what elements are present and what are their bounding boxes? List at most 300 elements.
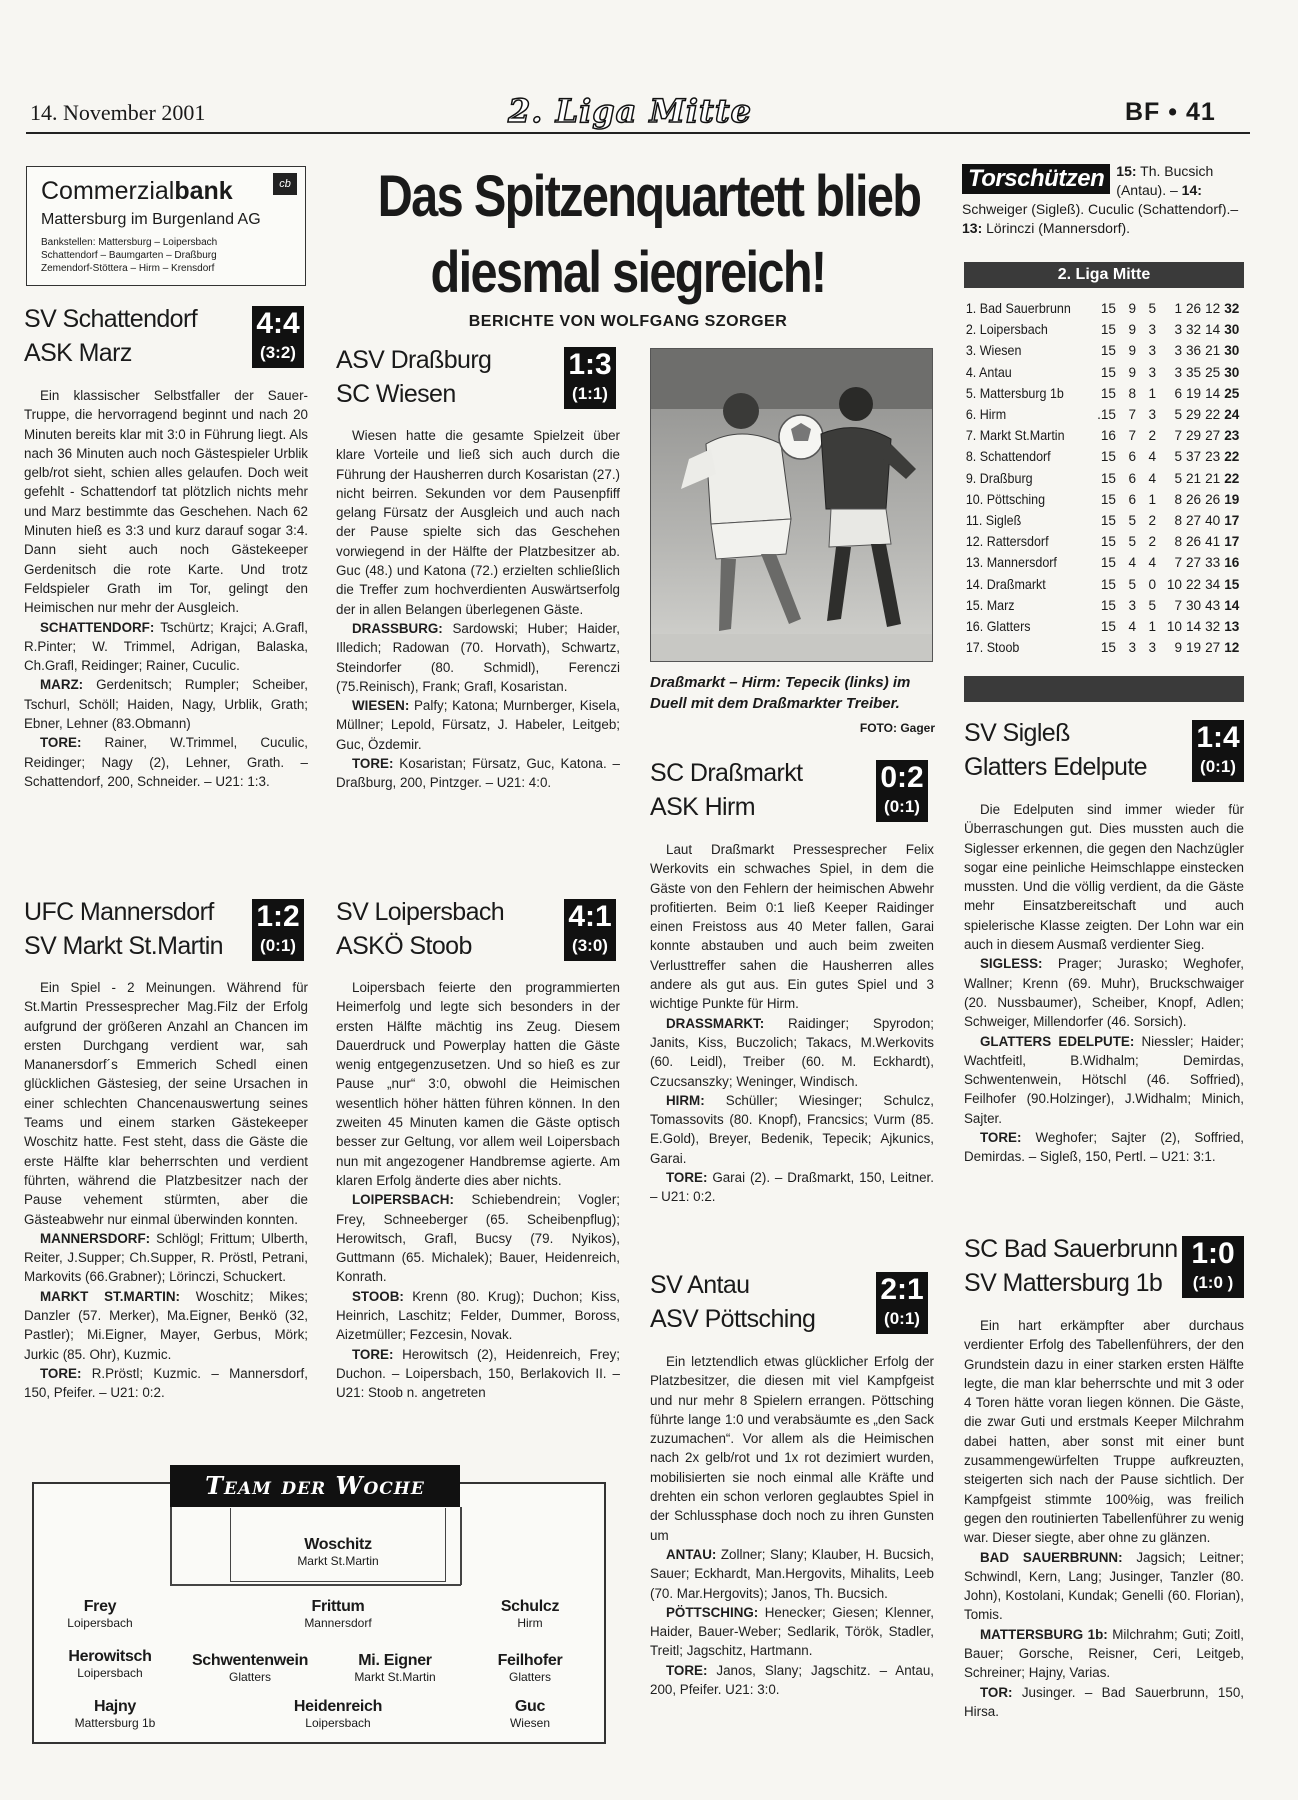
stat-cell: 5	[1128, 534, 1136, 550]
lineup-label: TORE:	[666, 1170, 708, 1186]
match7-score: 1:4	[1196, 721, 1240, 754]
stat-cell: 14	[1205, 385, 1221, 401]
match6-home: SV Antau	[650, 1271, 750, 1299]
standings-row	[964, 319, 1241, 340]
pitch-line-right	[460, 1507, 462, 1585]
lineup-label: TORE:	[352, 756, 394, 772]
stat-cell: 16	[1100, 428, 1116, 444]
team-name-cell: 14. Draßmarkt	[965, 576, 1046, 592]
match5-halftime: (0:1)	[884, 797, 920, 816]
match8-lineup-away	[964, 1625, 1244, 1683]
match7-text: Die Edelputen sind immer wieder für Überraschungen gut. Dies mussten auch die Siglesser erkennen, die gegen den Nachzügler sogar eine peinliche Heimschlappe einstecken mussten. Und die völlig verdient, da die Gäste mehr Einsatzbereitschaft und auch spielerische Klasse zeigten. Der Lohn war ein auch in diesem Ausmaß verdienter Sieg.	[964, 802, 1244, 953]
stat-cell: 5	[1174, 449, 1182, 465]
page-date: 14. November 2001	[30, 100, 206, 125]
points-cell: 30	[1224, 364, 1240, 380]
standings-row	[964, 383, 1241, 404]
lineup-text: Zollner; Slany; Klauber, H. Bucsich, Sauer; Eckhardt, Man.Hergovits, Mihalits, Leeb (70. Mar.Hergovits); Janos, Th. Bucsich.	[650, 1546, 934, 1601]
standings-row	[964, 531, 1241, 552]
stat-cell: 1	[1148, 385, 1156, 401]
stat-cell: 1	[1148, 491, 1156, 507]
standings-row	[964, 468, 1241, 489]
stat-cell: 21	[1205, 470, 1221, 486]
player-name: Schwentenwein	[191, 1652, 309, 1669]
lineup-text: Sardowski; Huber; Haider, Illedich; Radowan (70. Horvath), Schwartz, Steindorfer (80. Schmidl), Ferenczi (75.Reinisch), Frank; Grafl, Kosaristan.	[336, 620, 620, 694]
stat-cell: 36	[1186, 343, 1202, 359]
bank-branch-1: Bankstellen: Mattersburg – Loipersbach	[41, 237, 218, 248]
stat-cell: 9	[1128, 322, 1136, 338]
stat-cell: 9	[1128, 364, 1136, 380]
stat-cell: 19	[1186, 385, 1202, 401]
team-name-cell: 13. Mannersdorf	[965, 555, 1057, 571]
match4-report	[336, 978, 620, 1403]
team-name-cell: 10. Pöttsching	[965, 491, 1046, 507]
scorers-label: Torschützen	[962, 164, 1110, 194]
stat-cell: 15	[1100, 640, 1116, 656]
stat-cell: 19	[1186, 640, 1202, 656]
lineup-label: MATTERSBURG 1b:	[980, 1626, 1108, 1642]
bank-ad	[26, 166, 306, 286]
match6-halftime: (0:1)	[884, 1309, 920, 1328]
standings-row	[964, 362, 1241, 383]
stat-cell: 10	[1166, 576, 1182, 592]
stat-cell: 9	[1174, 640, 1182, 656]
player-mid-2	[175, 1652, 325, 1684]
scorers-rank-14: 14:	[1181, 182, 1202, 198]
match2-home: UFC Mannersdorf	[24, 898, 214, 926]
match7-score-box	[1192, 720, 1244, 782]
match5-goals	[650, 1168, 934, 1207]
lineup-label: GLATTERS EDELPUTE:	[980, 1033, 1135, 1049]
lineup-label: TORE:	[352, 1346, 394, 1362]
stat-cell: 6	[1174, 385, 1182, 401]
player-goalkeeper	[240, 1536, 436, 1568]
match4-lineup-away	[336, 1287, 620, 1345]
points-cell: 16	[1224, 555, 1240, 571]
stat-cell: 5	[1128, 576, 1136, 592]
player-club: Loipersbach	[67, 1616, 133, 1630]
match6-away: ASV Pöttsching	[650, 1305, 816, 1333]
bank-name-part-1: Commerzial	[41, 177, 175, 205]
bank-branch-2: Schattendorf – Baumgarten – Draßburg	[41, 250, 217, 261]
stat-cell: 34	[1205, 576, 1221, 592]
lineup-label: MANNERSDORF:	[40, 1230, 151, 1246]
match3-score-box	[564, 347, 616, 409]
bank-name	[41, 177, 233, 206]
bank-branch-3: Zemendorf-Stöttera – Hirm – Krensdorf	[41, 263, 215, 274]
stat-cell: 4	[1148, 555, 1156, 571]
points-cell: 17	[1224, 534, 1240, 550]
points-cell: 30	[1224, 322, 1240, 338]
player-club: Wiesen	[509, 1716, 550, 1730]
stat-cell: 3	[1128, 640, 1136, 656]
player-club: Hirm	[517, 1616, 543, 1630]
lineup-text: Janos, Slany; Jagschitz. – Antau, 200, Pfeifer. U21: 3:0.	[650, 1662, 934, 1698]
lineup-text: Jagsich; Leitner; Schwindl, Kern, Lang; Jusinger, Tanzler (80. John), Kostolani, Kundak; Genelli (60. Florian), Tomis.	[964, 1549, 1244, 1623]
match6-report	[650, 1352, 934, 1699]
stat-cell: 2	[1148, 428, 1156, 444]
stat-cell: .15	[1097, 407, 1116, 423]
match4-goals	[336, 1345, 620, 1403]
points-cell: 13	[1224, 618, 1240, 634]
points-cell: 32	[1224, 301, 1240, 317]
points-cell: 15	[1224, 576, 1240, 592]
stat-cell: 2	[1148, 534, 1156, 550]
match7-goals	[964, 1128, 1244, 1167]
lineup-text: Schlögl; Frittum; Ulberth, Reiter, J.Supper; Ch.Supper, R. Pröstl, Petrani, Markovits (66.Grabner); Lörinczi, Schuckert.	[24, 1230, 308, 1285]
player-club: Markt St.Martin	[354, 1670, 436, 1684]
match7-away: Glatters Edelpute	[964, 753, 1147, 781]
match6-score: 2:1	[880, 1273, 924, 1306]
points-cell: 12	[1224, 640, 1240, 656]
stat-cell: 14	[1186, 618, 1202, 634]
player-fwd-3	[470, 1698, 590, 1730]
stat-cell: 5	[1128, 512, 1136, 528]
team-name-cell: 7. Markt St.Martin	[965, 428, 1065, 444]
match5-score-box	[876, 760, 928, 822]
lineup-text: Garai (2). – Draßmarkt, 150, Leitner. – U21: 0:2.	[650, 1170, 934, 1205]
stat-cell: 43	[1205, 597, 1221, 613]
lineup-label: MARZ:	[40, 677, 84, 693]
team-name-cell: 9. Draßburg	[965, 470, 1033, 486]
stat-cell: 15	[1100, 301, 1116, 317]
match4-halftime: (3:0)	[572, 936, 608, 955]
match2-score: 1:2	[256, 900, 300, 933]
lineup-text: Weghofer; Sajter (2), Soffried, Demirdas. – Sigleß, 150, Pertl. – U21: 3:1.	[964, 1130, 1244, 1165]
stat-cell: 26	[1186, 534, 1202, 550]
points-cell: 22	[1224, 449, 1240, 465]
lineup-text: Gerdenitsch; Rumpler; Scheiber, Tschurl, Schöll; Haiden, Nagy, Urblik, Grath; Ebner, Lehner (83.Obmann)	[24, 677, 308, 732]
stat-cell: 15	[1100, 597, 1116, 613]
match8-lineup-home	[964, 1548, 1244, 1625]
bank-logo-icon: cb	[273, 173, 297, 195]
player-mid-4	[470, 1652, 590, 1684]
match8-report	[964, 1316, 1244, 1721]
player-def-left	[40, 1598, 160, 1630]
points-cell: 25	[1224, 385, 1240, 401]
lineup-label: STOOB:	[352, 1288, 404, 1304]
team-name-cell: 2. Loipersbach	[965, 322, 1048, 338]
player-name: Frittum	[311, 1598, 365, 1615]
stat-cell: 3	[1174, 343, 1182, 359]
headline-line-2: diesmal siegreich!	[430, 240, 826, 305]
section-title: 2. Liga Mitte	[508, 92, 752, 130]
points-cell: 14	[1224, 597, 1240, 613]
match2-report	[24, 978, 308, 1403]
match4-score-box	[564, 899, 616, 961]
stat-cell: 9	[1128, 343, 1136, 359]
match7-home: SV Siglеß	[964, 719, 1070, 747]
match7-lineup-home	[964, 954, 1244, 1031]
lineup-text: Jusinger. – Bad Sauerbrunn, 150, Hirsa.	[964, 1684, 1244, 1719]
match1-halftime: (3:2)	[260, 343, 296, 362]
team-name-cell: 4. Antau	[965, 364, 1012, 380]
standings-header: 2. Liga Mitte	[964, 262, 1244, 288]
match8-away: SV Mattersburg 1b	[964, 1269, 1163, 1297]
stat-cell: 15	[1100, 576, 1116, 592]
match1-lineup-away	[24, 675, 308, 733]
match1-score: 4:4	[256, 307, 300, 340]
points-cell: 24	[1224, 407, 1240, 423]
match2-goals	[24, 1364, 308, 1403]
lineup-text: Krenn (80. Krug); Duchon; Kiss, Heinrich, Laschitz; Felder, Dummer, Boross, Aizetmüller; Fezcesin, Novak.	[336, 1288, 620, 1343]
bank-name-part-2: bank	[174, 177, 233, 205]
player-club: Loipersbach	[77, 1666, 143, 1680]
lineup-label: HIRM:	[666, 1092, 705, 1108]
lineup-text: Niessler; Haider; Wachtfeitl, B.Widhalm; Demirdas, Schwentenwein, Hötschl (46. Soffried), Feilhofer (90.Holzinger), J.Widhalm; Minich, Sajter.	[964, 1033, 1244, 1126]
player-club: Glatters	[228, 1670, 271, 1684]
match5-text: Laut Draßmarkt Pressesprecher Felix Werkovits ein schwaches Spiel, in dem die Gäste von den Fehlern der heimischen Abwehr profitierten. Beim 0:1 ließ Keeper Raidinger einen Freistoss aus 40 Meter fallen, Garai konnte abstauben und auch beim zweiten Verlusttreffer sahen die Hausherren alles andere als gut aus. Ein gutes Spiel und 3 wichtige Punkte für Hirm.	[650, 842, 934, 1012]
lineup-label: BAD SAUERBRUNN:	[980, 1549, 1123, 1565]
stat-cell: 6	[1128, 491, 1136, 507]
match1-lineup-home	[24, 618, 308, 676]
photo-caption	[650, 672, 935, 739]
stat-cell: 27	[1186, 555, 1202, 571]
stat-cell: 1	[1148, 618, 1156, 634]
stat-cell: 9	[1128, 301, 1136, 317]
match6-goals	[650, 1661, 934, 1700]
match8-text: Ein hart erkämpfter aber durchaus verdienter Erfolg des Tabellenführers, der den Grundstein dazu in einer starken ersten Hälfte legte, die man klar beherrschte und mit 3 oder 4 Toren hätte voran liegen können. Die Gäste, die zwar Guti und erstmals Keeper Milchrahm dabei hatten, aber sonst mit einer bunt zusammengewürfelten Truppe aufkreuzten, steigerten sich nach der Pause sichtlich. Der Kampfgeist stimmte 100%ig, was freilich gegen den routinierten Tabellenführer zu wenig war. Dieser siegte, aber ohne zu glänzen.	[964, 1318, 1244, 1546]
lineup-text: Henecker; Giesen; Klenner, Haider, Bauer-Weber; Sedlarik, Török, Stadler, Treitl; Jagschitz, Hartmann.	[650, 1604, 934, 1659]
match3-report	[336, 426, 620, 793]
lineup-text: Kosaristan; Fürsatz, Guc, Katona. – Draßburg, 200, Pintzger. – U21: 4:0.	[336, 756, 620, 791]
match3-lineup-home	[336, 619, 620, 696]
stat-cell: 1	[1174, 301, 1182, 317]
standings-row	[964, 573, 1241, 594]
match3-away: SC Wiesen	[336, 380, 456, 408]
standings-row	[964, 298, 1241, 319]
stat-cell: 21	[1186, 470, 1202, 486]
stat-cell: 7	[1128, 407, 1136, 423]
standings-row	[964, 552, 1241, 573]
team-name-cell: 1. Bad Sauerbrunn	[965, 301, 1071, 317]
lineup-text: Herowitsch (2), Heidenreich, Frey; Duchon. – Loipersbach, 150, Berlakovich II. – U21: Stoob n. angetreten	[336, 1346, 620, 1401]
team-name-cell: 5. Mattersburg 1b	[965, 385, 1064, 401]
player-fwd-2	[240, 1698, 436, 1730]
stat-cell: 3	[1148, 640, 1156, 656]
points-cell: 19	[1224, 491, 1240, 507]
match6-text: Ein letztendlich etwas glücklicher Erfolg der Platzbesitzer, die diesen mit viel Kampfgeist und nur mehr 8 Spielern errangen. Pöttsching führte lange 1:0 und verabsäumte es „den Sack zuzumachen“. Vor allem als die Heimischen nach 2x gelb/rot und 1x rot dezimiert wurden, mobilisierten sie noch einmal alle Kräfte und drehten ein schon verloren geglaubtes Spiel in der Schlussphase doch noch zu ihren Gunsten um	[650, 1354, 934, 1543]
stat-cell: 33	[1205, 555, 1221, 571]
standings-row	[964, 340, 1241, 361]
lineup-text: Schiebendrein; Vogler; Frey, Schneeberger (65. Scheibenpflug); Herowitsch, Grafl, Bucsy (79. Nyikos), Guttmann (65. Michalek); Bauer, Heidenreich, Konrath.	[336, 1192, 620, 1285]
player-name: Guc	[514, 1698, 546, 1715]
player-club: Mattersburg 1b	[74, 1716, 156, 1730]
stat-cell: 15	[1100, 555, 1116, 571]
player-fwd-1	[40, 1698, 190, 1730]
match4-away: ASKÖ Stoob	[336, 932, 472, 960]
stat-cell: 26	[1186, 301, 1202, 317]
player-club: Glatters	[508, 1670, 551, 1684]
scorers-text-13: Lörinczi (Mannersdorf).	[982, 220, 1131, 236]
player-mid-1	[40, 1648, 180, 1680]
match7-halftime: (0:1)	[1200, 757, 1236, 776]
stat-cell: 3	[1148, 364, 1156, 380]
team-name-cell: 15. Marz	[965, 597, 1015, 613]
match1-away: ASK Marz	[24, 339, 132, 367]
lineup-label: LOIPERSBACH:	[352, 1192, 454, 1208]
stat-cell: 27	[1205, 640, 1221, 656]
match3-home: ASV Draßburg	[336, 346, 492, 374]
lineup-label: WIESEN:	[352, 698, 410, 714]
bank-subtitle: Mattersburg im Burgenland AG	[41, 211, 261, 228]
stat-cell: 29	[1186, 428, 1202, 444]
stat-cell: 21	[1205, 343, 1221, 359]
lineup-text: Milchrahm; Guti; Zoitl, Bauer; Gorsche, Reisner, Ceri, Leitgeb, Schreiner; Hajny, Varias.	[964, 1626, 1244, 1681]
match8-score-box	[1182, 1236, 1244, 1298]
lineup-label: DRASSMARKT:	[666, 1015, 765, 1031]
standings-row	[964, 446, 1241, 467]
team-of-week-title: Team der Woche	[205, 1471, 425, 1500]
stat-cell: 22	[1205, 407, 1221, 423]
stat-cell: 15	[1100, 385, 1116, 401]
stat-cell: 15	[1100, 364, 1116, 380]
stat-cell: 3	[1174, 322, 1182, 338]
player-name: Frey	[83, 1598, 117, 1615]
stat-cell: 25	[1205, 364, 1221, 380]
lineup-label: TOR:	[980, 1684, 1013, 1700]
team-name-cell: 17. Stoob	[965, 640, 1020, 656]
lineup-label: SCHATTENDORF:	[40, 619, 155, 635]
lineup-label: TORE:	[666, 1662, 708, 1678]
match2-score-box	[252, 899, 304, 961]
standings-row	[964, 489, 1241, 510]
standings-table-wrap	[964, 298, 1246, 658]
points-cell: 22	[1224, 470, 1240, 486]
stat-cell: 3	[1128, 597, 1136, 613]
match1-score-box	[252, 306, 304, 368]
stat-cell: 6	[1128, 449, 1136, 465]
match7-lineup-away	[964, 1032, 1244, 1128]
lineup-text: Raidinger; Spyrodon; Janits, Kiss, Buczolich; Takacs, M.Werkovits (60. Leidl), Treiber (60. M. Eckhardt), Czucsanszky; Weninger, Windisch.	[650, 1015, 934, 1089]
stat-cell: 8	[1174, 534, 1182, 550]
team-name-cell: 16. Glatters	[965, 618, 1031, 634]
player-club: Mannersdorf	[304, 1616, 372, 1630]
stat-cell: 7	[1128, 428, 1136, 444]
stat-cell: 8	[1128, 385, 1136, 401]
stat-cell: 5	[1148, 301, 1156, 317]
stat-cell: 2	[1148, 512, 1156, 528]
match3-halftime: (1:1)	[572, 384, 608, 403]
player-name: Hajny	[93, 1698, 137, 1715]
player-def-center	[240, 1598, 436, 1630]
match8-score: 1:0	[1191, 1237, 1235, 1270]
team-of-week-title-box	[170, 1465, 460, 1507]
page-number: BF • 41	[1125, 98, 1216, 126]
header-rule	[26, 132, 1250, 134]
stat-cell: 23	[1205, 449, 1221, 465]
stat-cell: 4	[1128, 555, 1136, 571]
match2-halftime: (0:1)	[260, 936, 296, 955]
stat-cell: 6	[1128, 470, 1136, 486]
standings-row	[964, 510, 1241, 531]
match1-home: SV Schattendorf	[24, 305, 198, 333]
team-name-cell: 8. Schattendorf	[965, 449, 1051, 465]
lineup-label: TORE:	[40, 735, 82, 751]
match1-report	[24, 386, 308, 791]
lineup-text: Rainer, W.Trimmel, Cuculic, Reidinger; Nagy (2), Lehner, Grath. – Schattendorf, 200, Schneider. – U21: 1:3.	[24, 735, 308, 789]
player-name: Heidenreich	[293, 1698, 383, 1715]
stat-cell: 37	[1186, 449, 1202, 465]
photo-credit: FOTO: Gager	[859, 721, 935, 735]
match5-score: 0:2	[880, 761, 924, 794]
stat-cell: 40	[1205, 512, 1221, 528]
stat-cell: 5	[1148, 597, 1156, 613]
player-club: Loipersbach	[305, 1716, 371, 1730]
scorers-text-15: Th. Bucsich (Antau). –	[1116, 163, 1214, 198]
lineup-label: DRASSBURG:	[352, 620, 443, 636]
stat-cell: 8	[1174, 491, 1182, 507]
match5-home: SC Draßmarkt	[650, 759, 803, 787]
stat-cell: 15	[1100, 322, 1116, 338]
team-name-cell: 3. Wiesen	[965, 343, 1022, 359]
scorers-rank-15: 15:	[1116, 163, 1137, 179]
points-cell: 23	[1224, 428, 1240, 444]
match4-home: SV Loipersbach	[336, 898, 505, 926]
match6-lineup-home	[650, 1545, 934, 1603]
match1-text: Ein klassischer Selbstfaller der Sauer-Truppe, die hervorragend beginnt und nach 20 Minuten bereits klar mit 3:0 in Führung liegt. Als nach 36 Minuten auch noch Gästespieler Urblik gelb/rot sieht, schien alles gelaufen. Doch weit gefehlt - Schattendorf tat plötzlich nichts mehr und Marz bestimmte das Geschehen. Nach 62 Minuten hieß es 3:3 und kurz darauf sogar 3:4. Dann sieht auch noch Gästekeeper Gerdenitsch die rote Karte. Und trotz Feldspieler Grath im Tor, gelingt den Heimischen nur mehr der Ausgleich.	[24, 388, 308, 616]
team-name-cell: 6. Hirm	[965, 407, 1007, 423]
player-name: Mi. Eigner	[358, 1652, 432, 1669]
stat-cell: 15	[1100, 343, 1116, 359]
stat-cell: 10	[1166, 618, 1182, 634]
standings-row	[964, 595, 1241, 616]
match6-score-box	[876, 1272, 928, 1334]
player-name: Schulcz	[500, 1598, 560, 1615]
stat-cell: 3	[1148, 407, 1156, 423]
match2-away: SV Markt St.Martin	[24, 932, 223, 960]
photo-caption-text: Draßmarkt – Hirm: Tepecik (links) im Duell mit dem Draßmarkter Treiber.	[650, 674, 911, 712]
match8-halftime: (1:0 )	[1192, 1273, 1234, 1292]
stat-cell: 7	[1174, 428, 1182, 444]
stat-cell: 5	[1174, 470, 1182, 486]
stat-cell: 0	[1148, 576, 1156, 592]
lineup-text: Schüller; Wiesinger; Schulcz, Tomassovits (80. Knopf), Francsics; Vurm (85. E.Gold), Breyer, Bedenik, Tepecik; Ajkunics, Garai.	[650, 1092, 934, 1166]
match4-text: Loipersbach feierte den programmierten Heimerfolg und legte sich besonders in der ersten Hälfte mächtig ins Zeug. Diesem Dauerdruck und Powerplay hatten die Gäste wenig entgegenzusetzen. Und so hieß es zur Pause „nur“ 3:0, obwohl die Heimischen wesentlich höher hätten führen können. In den zweiten 45 Minuten kamen die Gäste optisch besser zur Geltung, vor allem weil Loipersbach nun mit angezogener Handbremse agierte. Am klaren Erfolg änderte dies aber nichts.	[336, 980, 620, 1188]
scorers-box	[962, 162, 1244, 238]
stat-cell: 32	[1205, 618, 1221, 634]
byline: BERICHTE VON WOLFGANG SZORGER	[468, 313, 788, 330]
match1-goals	[24, 733, 308, 791]
player-mid-3	[330, 1652, 460, 1684]
stat-cell: 30	[1186, 597, 1202, 613]
points-cell: 30	[1224, 343, 1240, 359]
stat-cell: 5	[1174, 407, 1182, 423]
match3-text: Wiesen hatte die gesamte Spielzeit über klare Vorteile und ließ sich auch durch die Führung der Hausherren durch Kosaristan (27.) nicht beirren. Sekunden vor dem Pausenpfiff gelang Fürsatz der Ausgleich und auch nach der Pause spielte sich das Geschehen vorwiegend in der Hälfte der Platzbesitzer ab. Guc (48.) und Katona (72.) erzielten schließlich die Treffer zum hochverdienten Auswärtserfolg der in allen Belangen überlegenen Gäste.	[336, 428, 620, 617]
standings-footer-bar	[964, 676, 1244, 702]
stat-cell: 8	[1174, 512, 1182, 528]
match7-report	[964, 800, 1244, 1167]
stat-cell: 7	[1174, 555, 1182, 571]
match2-lineup-home	[24, 1229, 308, 1287]
match6-lineup-away	[650, 1603, 934, 1661]
stat-cell: 15	[1100, 512, 1116, 528]
match5-lineup-away	[650, 1091, 934, 1168]
standings-row	[964, 404, 1241, 425]
stat-cell: 15	[1100, 534, 1116, 550]
standings-table	[964, 298, 1241, 658]
stat-cell: 4	[1148, 470, 1156, 486]
points-cell: 17	[1224, 512, 1240, 528]
stat-cell: 27	[1205, 428, 1221, 444]
team-name-cell: 11. Sigleß	[965, 512, 1022, 528]
match2-text: Ein Spiel - 2 Meinungen. Während für St.Martin Pressesprecher Mag.Filz der Erfolg aufgrund der größeren Anzahl an Chancen im ersten Durchgang verdient war, sah Mananersdorf´s Emmerich Schedl einen glücklichen Gästesieg, der seine Ursachen in einer schlechten Chancenauswertung seines Teams und einem starken Gästekeeper Woschitz hatte. Fest steht, dass die Gäste die erste Hälfte klar beherrschten und verdient führten, während die Platzbesitzer nach der Pause vehement stürmten, aber die Gästeabwehr nur einmal überwinden konnten.	[24, 980, 308, 1227]
stat-cell: 12	[1205, 301, 1221, 317]
stat-cell: 32	[1186, 322, 1202, 338]
standings-row	[964, 616, 1241, 637]
lineup-label: ANTAU:	[666, 1546, 717, 1562]
match5-report	[650, 840, 934, 1207]
match5-away: ASK Hirm	[650, 793, 755, 821]
